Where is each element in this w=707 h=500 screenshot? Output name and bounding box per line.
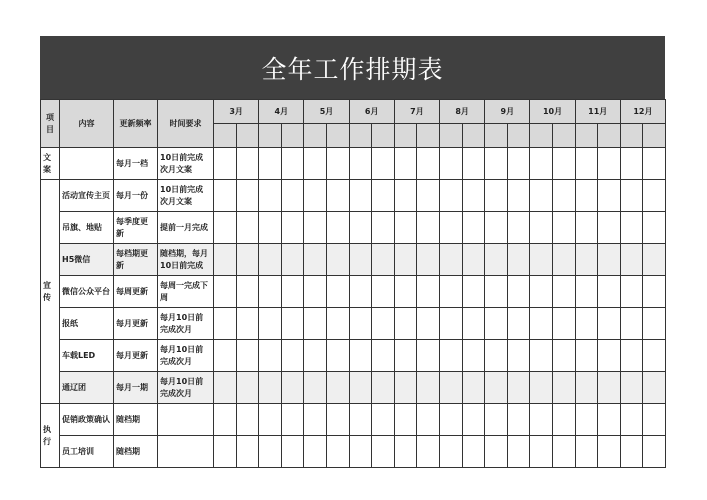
schedule-cell[interactable] — [462, 340, 485, 372]
schedule-cell[interactable] — [530, 372, 553, 404]
schedule-cell[interactable] — [236, 148, 259, 180]
schedule-cell[interactable] — [327, 436, 350, 468]
schedule-cell[interactable] — [575, 276, 598, 308]
schedule-cell[interactable] — [620, 308, 643, 340]
month-subheader-cell[interactable] — [598, 124, 621, 148]
schedule-cell[interactable] — [214, 404, 237, 436]
schedule-cell[interactable] — [462, 308, 485, 340]
schedule-cell[interactable] — [281, 404, 304, 436]
schedule-cell[interactable] — [372, 276, 395, 308]
schedule-cell[interactable] — [372, 212, 395, 244]
schedule-cell[interactable] — [236, 404, 259, 436]
schedule-cell[interactable] — [553, 244, 576, 276]
schedule-cell[interactable] — [214, 308, 237, 340]
schedule-cell[interactable] — [485, 372, 508, 404]
schedule-cell[interactable] — [598, 404, 621, 436]
schedule-cell[interactable] — [620, 244, 643, 276]
schedule-cell[interactable] — [643, 180, 666, 212]
content-cell[interactable]: 员工培训 — [60, 436, 114, 468]
schedule-cell[interactable] — [214, 372, 237, 404]
schedule-cell[interactable] — [507, 244, 530, 276]
frequency-cell[interactable]: 每月一档 — [114, 148, 158, 180]
schedule-cell[interactable] — [643, 340, 666, 372]
schedule-cell[interactable] — [417, 212, 440, 244]
month-subheader-cell[interactable] — [281, 124, 304, 148]
month-header: 7月 — [394, 100, 439, 124]
requirement-cell[interactable]: 每月10日前完成次月 — [158, 340, 214, 372]
schedule-cell[interactable] — [553, 276, 576, 308]
schedule-cell[interactable] — [485, 244, 508, 276]
schedule-cell[interactable] — [327, 372, 350, 404]
table-row — [41, 276, 666, 308]
schedule-cell[interactable] — [259, 276, 282, 308]
table-row — [41, 148, 666, 180]
schedule-cell[interactable] — [553, 212, 576, 244]
schedule-cell[interactable] — [417, 244, 440, 276]
schedule-cell[interactable] — [440, 180, 463, 212]
schedule-cell[interactable] — [372, 180, 395, 212]
schedule-cell[interactable] — [530, 212, 553, 244]
schedule-cell[interactable] — [507, 212, 530, 244]
schedule-cell[interactable] — [281, 372, 304, 404]
schedule-cell[interactable] — [440, 148, 463, 180]
schedule-cell[interactable] — [281, 276, 304, 308]
category-cell: 文案 — [41, 148, 60, 180]
schedule-cell[interactable] — [394, 404, 417, 436]
schedule-cell[interactable] — [643, 308, 666, 340]
frequency-cell[interactable]: 每月更新 — [114, 308, 158, 340]
month-subheader-cell[interactable] — [575, 124, 598, 148]
month-header: 3月 — [214, 100, 259, 124]
schedule-cell[interactable] — [214, 276, 237, 308]
schedule-cell[interactable] — [643, 404, 666, 436]
schedule-cell[interactable] — [530, 276, 553, 308]
month-header: 4月 — [259, 100, 304, 124]
schedule-cell[interactable] — [530, 340, 553, 372]
header-frequency: 更新频率 — [114, 100, 158, 148]
requirement-cell[interactable]: 每月10日前完成次月 — [158, 372, 214, 404]
schedule-cell[interactable] — [304, 404, 327, 436]
month-subheader-cell[interactable] — [643, 124, 666, 148]
schedule-cell[interactable] — [598, 212, 621, 244]
schedule-cell[interactable] — [485, 276, 508, 308]
schedule-cell[interactable] — [485, 436, 508, 468]
schedule-cell[interactable] — [349, 404, 372, 436]
schedule-cell[interactable] — [643, 212, 666, 244]
schedule-cell[interactable] — [236, 180, 259, 212]
schedule-cell[interactable] — [259, 308, 282, 340]
schedule-cell[interactable] — [304, 340, 327, 372]
schedule-cell[interactable] — [214, 436, 237, 468]
frequency-cell[interactable]: 每档期更新 — [114, 244, 158, 276]
schedule-cell[interactable] — [620, 276, 643, 308]
schedule-cell[interactable] — [440, 372, 463, 404]
schedule-cell[interactable] — [575, 212, 598, 244]
schedule-cell[interactable] — [440, 308, 463, 340]
month-subheader-cell[interactable] — [530, 124, 553, 148]
schedule-cell[interactable] — [507, 340, 530, 372]
content-cell[interactable]: 促销政策确认 — [60, 404, 114, 436]
schedule-cell[interactable] — [372, 372, 395, 404]
month-subheader-cell[interactable] — [372, 124, 395, 148]
schedule-cell[interactable] — [349, 308, 372, 340]
month-header: 8月 — [440, 100, 485, 124]
schedule-cell[interactable] — [620, 436, 643, 468]
schedule-cell[interactable] — [462, 244, 485, 276]
header-item: 项目 — [41, 100, 60, 148]
month-subheader-cell[interactable] — [553, 124, 576, 148]
month-subheader-cell[interactable] — [259, 124, 282, 148]
schedule-cell[interactable] — [372, 148, 395, 180]
frequency-cell[interactable]: 随档期 — [114, 404, 158, 436]
schedule-cell[interactable] — [372, 404, 395, 436]
schedule-cell[interactable] — [394, 276, 417, 308]
schedule-cell[interactable] — [598, 340, 621, 372]
schedule-cell[interactable] — [620, 372, 643, 404]
schedule-table — [40, 99, 666, 468]
content-cell[interactable]: 车载LED — [60, 340, 114, 372]
schedule-cell[interactable] — [327, 308, 350, 340]
content-cell[interactable]: 活动宣传主页 — [60, 180, 114, 212]
frequency-cell[interactable]: 每月一份 — [114, 180, 158, 212]
schedule-cell[interactable] — [259, 372, 282, 404]
schedule-cell[interactable] — [327, 340, 350, 372]
schedule-cell[interactable] — [485, 404, 508, 436]
schedule-cell[interactable] — [394, 212, 417, 244]
schedule-cell[interactable] — [372, 436, 395, 468]
schedule-cell[interactable] — [417, 276, 440, 308]
schedule-cell[interactable] — [575, 404, 598, 436]
header-row — [41, 100, 666, 124]
table-row — [41, 180, 666, 212]
schedule-cell[interactable] — [530, 404, 553, 436]
table-row — [41, 308, 666, 340]
schedule-cell[interactable] — [304, 372, 327, 404]
schedule-cell[interactable] — [372, 308, 395, 340]
schedule-cell[interactable] — [417, 404, 440, 436]
schedule-cell[interactable] — [236, 436, 259, 468]
schedule-cell[interactable] — [236, 372, 259, 404]
schedule-cell[interactable] — [327, 244, 350, 276]
schedule-cell[interactable] — [349, 436, 372, 468]
month-header: 12月 — [620, 100, 665, 124]
schedule-cell[interactable] — [304, 276, 327, 308]
schedule-cell[interactable] — [304, 308, 327, 340]
page-title: 全年工作排期表 — [40, 36, 665, 100]
schedule-cell[interactable] — [417, 340, 440, 372]
month-header: 9月 — [485, 100, 530, 124]
schedule-cell[interactable] — [643, 276, 666, 308]
schedule-cell[interactable] — [530, 308, 553, 340]
schedule-cell[interactable] — [598, 436, 621, 468]
requirement-cell[interactable]: 10日前完成次月文案 — [158, 180, 214, 212]
schedule-cell[interactable] — [530, 244, 553, 276]
schedule-cell[interactable] — [553, 404, 576, 436]
schedule-cell[interactable] — [598, 372, 621, 404]
schedule-cell[interactable] — [440, 436, 463, 468]
schedule-cell[interactable] — [530, 148, 553, 180]
month-subheader-cell[interactable] — [327, 124, 350, 148]
frequency-cell[interactable]: 每周更新 — [114, 276, 158, 308]
schedule-cell[interactable] — [507, 404, 530, 436]
schedule-cell[interactable] — [327, 148, 350, 180]
schedule-cell[interactable] — [643, 244, 666, 276]
month-header: 6月 — [349, 100, 394, 124]
schedule-cell[interactable] — [349, 148, 372, 180]
table-row — [41, 244, 666, 276]
schedule-cell[interactable] — [259, 148, 282, 180]
schedule-cell[interactable] — [440, 404, 463, 436]
schedule-cell[interactable] — [417, 148, 440, 180]
schedule-cell[interactable] — [304, 180, 327, 212]
schedule-cell[interactable] — [259, 436, 282, 468]
frequency-cell[interactable]: 随档期 — [114, 436, 158, 468]
schedule-cell[interactable] — [507, 372, 530, 404]
schedule-cell[interactable] — [643, 148, 666, 180]
schedule-cell[interactable] — [394, 436, 417, 468]
table-row — [41, 340, 666, 372]
schedule-cell[interactable] — [553, 308, 576, 340]
schedule-cell[interactable] — [620, 148, 643, 180]
schedule-cell[interactable] — [214, 180, 237, 212]
schedule-cell[interactable] — [394, 244, 417, 276]
schedule-cell[interactable] — [598, 148, 621, 180]
month-subheader-cell[interactable] — [236, 124, 259, 148]
schedule-cell[interactable] — [214, 244, 237, 276]
schedule-cell[interactable] — [417, 180, 440, 212]
schedule-cell[interactable] — [304, 436, 327, 468]
content-cell[interactable]: 微信公众平台 — [60, 276, 114, 308]
month-header: 11月 — [575, 100, 620, 124]
month-subheader-cell[interactable] — [440, 124, 463, 148]
schedule-cell[interactable] — [598, 276, 621, 308]
schedule-cell[interactable] — [620, 404, 643, 436]
schedule-cell[interactable] — [485, 308, 508, 340]
schedule-cell[interactable] — [349, 372, 372, 404]
schedule-cell[interactable] — [304, 148, 327, 180]
schedule-cell[interactable] — [327, 404, 350, 436]
schedule-cell[interactable] — [236, 212, 259, 244]
schedule-cell[interactable] — [575, 244, 598, 276]
schedule-cell[interactable] — [462, 436, 485, 468]
schedule-cell[interactable] — [553, 148, 576, 180]
month-subheader-cell[interactable] — [304, 124, 327, 148]
content-cell[interactable]: 报纸 — [60, 308, 114, 340]
schedule-cell[interactable] — [575, 308, 598, 340]
schedule-cell[interactable] — [259, 404, 282, 436]
requirement-cell[interactable]: 每周一完成下周 — [158, 276, 214, 308]
schedule-cell[interactable] — [259, 340, 282, 372]
schedule-cell[interactable] — [349, 340, 372, 372]
schedule-cell[interactable] — [575, 148, 598, 180]
schedule-cell[interactable] — [598, 180, 621, 212]
schedule-cell[interactable] — [236, 244, 259, 276]
month-subheader-cell[interactable] — [485, 124, 508, 148]
schedule-cell[interactable] — [304, 244, 327, 276]
schedule-cell[interactable] — [440, 212, 463, 244]
schedule-cell[interactable] — [462, 180, 485, 212]
schedule-cell[interactable] — [553, 372, 576, 404]
schedule-cell[interactable] — [553, 436, 576, 468]
schedule-cell[interactable] — [281, 148, 304, 180]
schedule-cell[interactable] — [643, 436, 666, 468]
schedule-cell[interactable] — [214, 340, 237, 372]
schedule-cell[interactable] — [349, 244, 372, 276]
schedule-cell[interactable] — [281, 340, 304, 372]
table-row — [41, 212, 666, 244]
schedule-cell[interactable] — [281, 308, 304, 340]
schedule-cell[interactable] — [304, 212, 327, 244]
requirement-cell[interactable] — [158, 404, 214, 436]
schedule-cell[interactable] — [462, 276, 485, 308]
schedule-cell[interactable] — [485, 340, 508, 372]
schedule-cell[interactable] — [394, 340, 417, 372]
schedule-cell[interactable] — [440, 340, 463, 372]
schedule-cell[interactable] — [214, 148, 237, 180]
schedule-cell[interactable] — [259, 244, 282, 276]
content-cell[interactable] — [60, 148, 114, 180]
schedule-cell[interactable] — [349, 212, 372, 244]
table-row — [41, 404, 666, 436]
schedule-cell[interactable] — [485, 212, 508, 244]
table-row — [41, 436, 666, 468]
schedule-cell[interactable] — [553, 180, 576, 212]
month-subheader-cell[interactable] — [394, 124, 417, 148]
schedule-cell[interactable] — [440, 276, 463, 308]
schedule-cell[interactable] — [530, 436, 553, 468]
month-subheader-cell[interactable] — [214, 124, 237, 148]
month-subheader-cell[interactable] — [507, 124, 530, 148]
schedule-cell[interactable] — [620, 180, 643, 212]
schedule-cell[interactable] — [281, 180, 304, 212]
month-subheader-cell[interactable] — [417, 124, 440, 148]
header-content: 内容 — [60, 100, 114, 148]
frequency-cell[interactable]: 每季度更新 — [114, 212, 158, 244]
schedule-cell[interactable] — [394, 180, 417, 212]
schedule-cell[interactable] — [530, 180, 553, 212]
schedule-cell[interactable] — [281, 212, 304, 244]
month-subheader-cell[interactable] — [620, 124, 643, 148]
schedule-cell[interactable] — [598, 308, 621, 340]
schedule-cell[interactable] — [485, 180, 508, 212]
schedule-cell[interactable] — [394, 308, 417, 340]
schedule-cell[interactable] — [507, 148, 530, 180]
category-cell: 宣传 — [41, 180, 60, 404]
schedule-cell[interactable] — [394, 148, 417, 180]
schedule-cell[interactable] — [281, 244, 304, 276]
schedule-cell[interactable] — [507, 308, 530, 340]
schedule-cell[interactable] — [462, 404, 485, 436]
table-row — [41, 372, 666, 404]
month-subheader-cell[interactable] — [462, 124, 485, 148]
schedule-cell[interactable] — [372, 244, 395, 276]
schedule-cell[interactable] — [440, 244, 463, 276]
schedule-cell[interactable] — [259, 180, 282, 212]
schedule-cell[interactable] — [553, 340, 576, 372]
schedule-cell[interactable] — [327, 180, 350, 212]
schedule-cell[interactable] — [507, 180, 530, 212]
schedule-cell[interactable] — [507, 276, 530, 308]
schedule-cell[interactable] — [417, 308, 440, 340]
schedule-cell[interactable] — [575, 436, 598, 468]
month-header: 5月 — [304, 100, 349, 124]
month-header: 10月 — [530, 100, 575, 124]
schedule-cell[interactable] — [349, 276, 372, 308]
requirement-cell[interactable]: 随档期，每月10日前完成 — [158, 244, 214, 276]
schedule-cell[interactable] — [462, 212, 485, 244]
frequency-cell[interactable]: 每月一期 — [114, 372, 158, 404]
schedule-cell[interactable] — [575, 340, 598, 372]
requirement-cell[interactable] — [158, 436, 214, 468]
schedule-cell[interactable] — [507, 436, 530, 468]
schedule-cell[interactable] — [485, 148, 508, 180]
requirement-cell[interactable]: 每月10日前完成次月 — [158, 308, 214, 340]
content-cell[interactable]: H5微信 — [60, 244, 114, 276]
schedule-cell[interactable] — [394, 372, 417, 404]
schedule-cell[interactable] — [236, 276, 259, 308]
schedule-cell[interactable] — [372, 340, 395, 372]
schedule-cell[interactable] — [214, 212, 237, 244]
schedule-cell[interactable] — [575, 180, 598, 212]
schedule-cell[interactable] — [327, 276, 350, 308]
schedule-cell[interactable] — [462, 372, 485, 404]
requirement-cell[interactable]: 10日前完成次月文案 — [158, 148, 214, 180]
content-cell[interactable]: 吊旗、地贴 — [60, 212, 114, 244]
requirement-cell[interactable]: 提前一月完成 — [158, 212, 214, 244]
schedule-cell[interactable] — [575, 372, 598, 404]
schedule-cell[interactable] — [259, 212, 282, 244]
header-requirement: 时间要求 — [158, 100, 214, 148]
schedule-cell[interactable] — [236, 340, 259, 372]
frequency-cell[interactable]: 每月更新 — [114, 340, 158, 372]
schedule-cell[interactable] — [236, 308, 259, 340]
schedule-cell[interactable] — [620, 340, 643, 372]
schedule-cell[interactable] — [417, 436, 440, 468]
category-cell: 执行 — [41, 404, 60, 468]
schedule-cell[interactable] — [620, 212, 643, 244]
month-subheader-cell[interactable] — [349, 124, 372, 148]
schedule-cell[interactable] — [349, 180, 372, 212]
content-cell[interactable]: 通辽团 — [60, 372, 114, 404]
schedule-cell[interactable] — [598, 244, 621, 276]
schedule-cell[interactable] — [462, 148, 485, 180]
schedule-cell[interactable] — [327, 212, 350, 244]
schedule-cell[interactable] — [643, 372, 666, 404]
schedule-cell[interactable] — [281, 436, 304, 468]
schedule-cell[interactable] — [417, 372, 440, 404]
